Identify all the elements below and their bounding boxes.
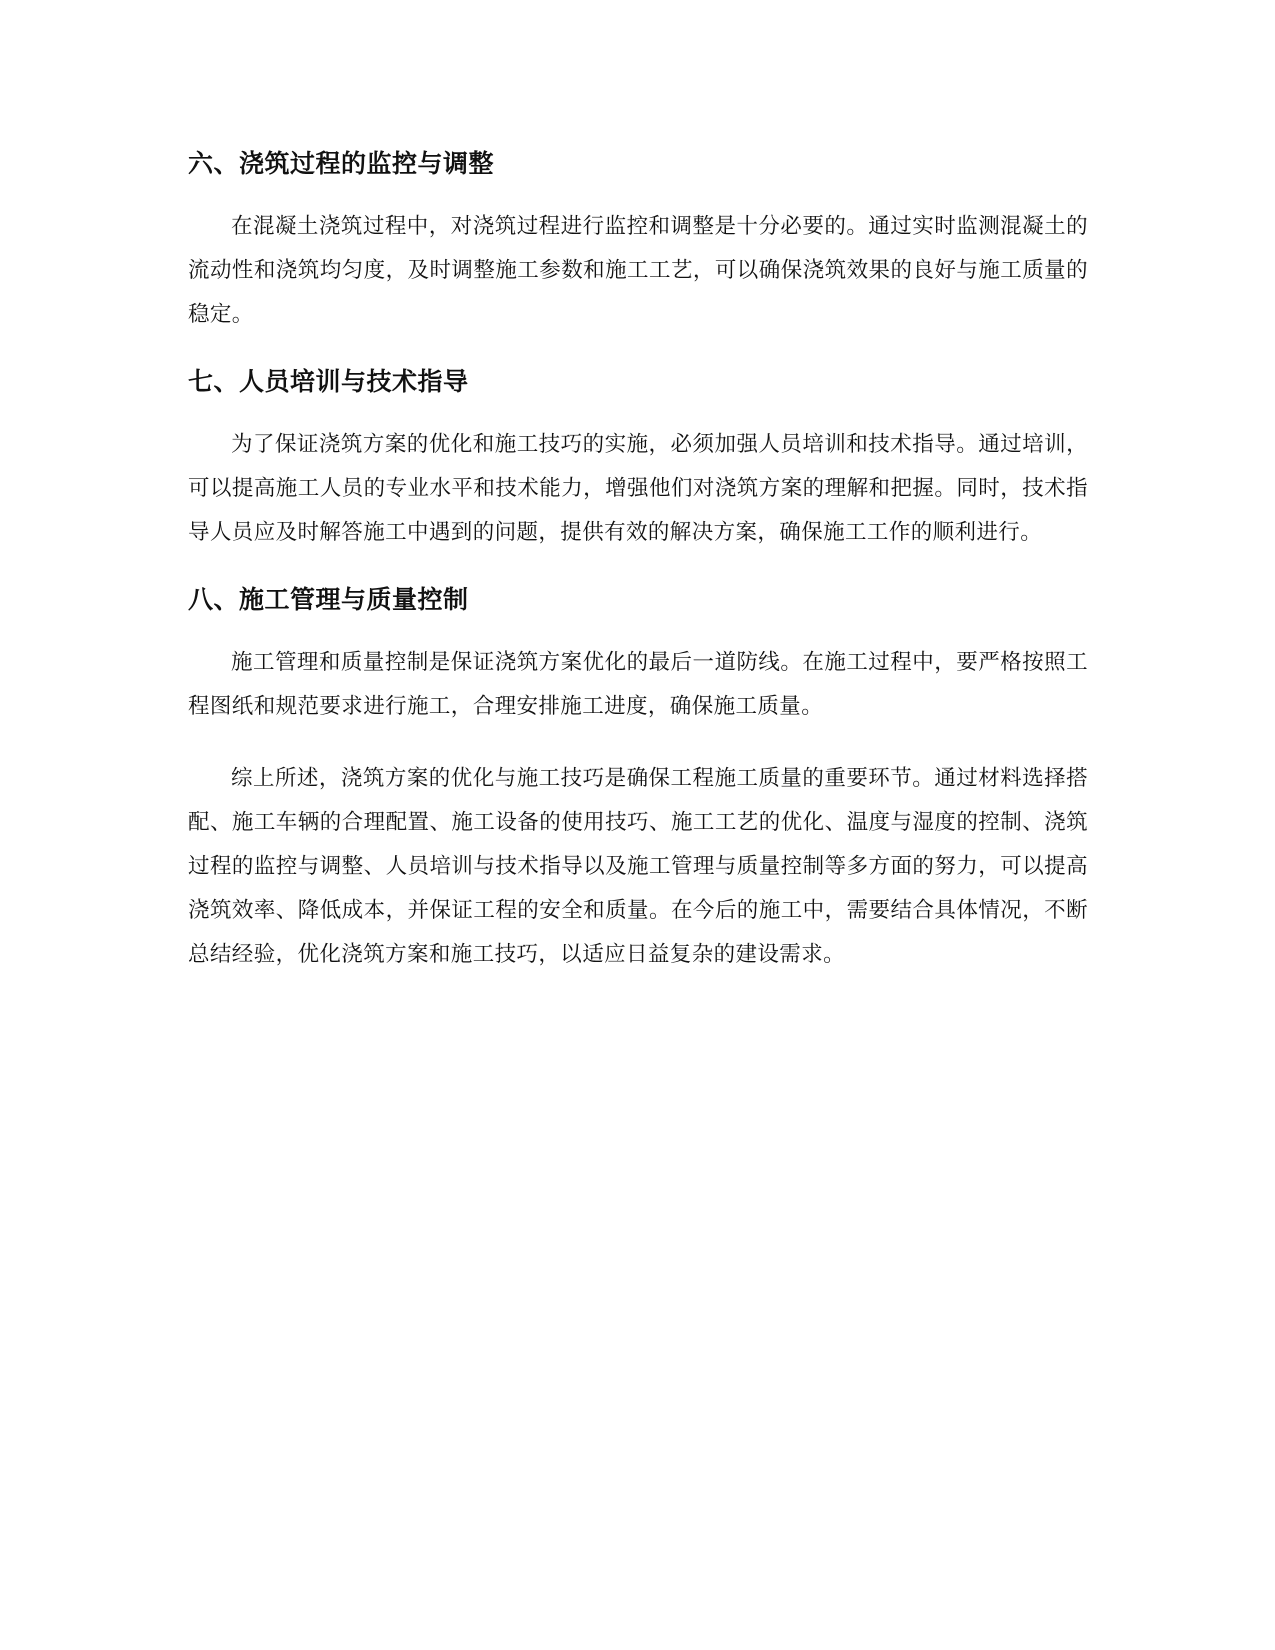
section-heading-6: 六、浇筑过程的监控与调整	[188, 149, 495, 178]
document-body	[188, 147, 1088, 1005]
conclusion-paragraph: 综上所述，浇筑方案的优化与施工技巧是确保工程施工质量的重要环节。通过材料选择搭配、施工车辆的合理配置、施工设备的使用技巧、施工工艺的优化、温度与湿度的控制、浇筑过程的监控与调整、人员培训与技术指导以及施工管理与质量控制等多方面的努力，可以提高浇筑效率、降低成本，并保证工程的安全和质量。在今后的施工中，需要结合具体情况，不断总结经验，优化浇筑方案和施工技巧，以适应日益复杂的建设需求。	[188, 766, 1088, 967]
section-7-paragraph: 为了保证浇筑方案的优化和施工技巧的实施，必须加强人员培训和技术指导。通过培训，可以提高施工人员的专业水平和技术能力，增强他们对浇筑方案的理解和把握。同时，技术指导人员应及时解答施工中遇到的问题，提供有效的解决方案，确保施工工作的顺利进行。	[188, 432, 1088, 545]
section-8-paragraph: 施工管理和质量控制是保证浇筑方案优化的最后一道防线。在施工过程中，要严格按照工程图纸和规范要求进行施工，合理安排施工进度，确保施工质量。	[188, 650, 1088, 719]
section-6-paragraph: 在混凝土浇筑过程中，对浇筑过程进行监控和调整是十分必要的。通过实时监测混凝土的流动性和浇筑均匀度，及时调整施工参数和施工工艺，可以确保浇筑效果的良好与施工质量的稳定。	[188, 214, 1088, 327]
section-heading-7: 七、人员培训与技术指导	[188, 367, 469, 396]
section-heading-8: 八、施工管理与质量控制	[188, 585, 469, 614]
